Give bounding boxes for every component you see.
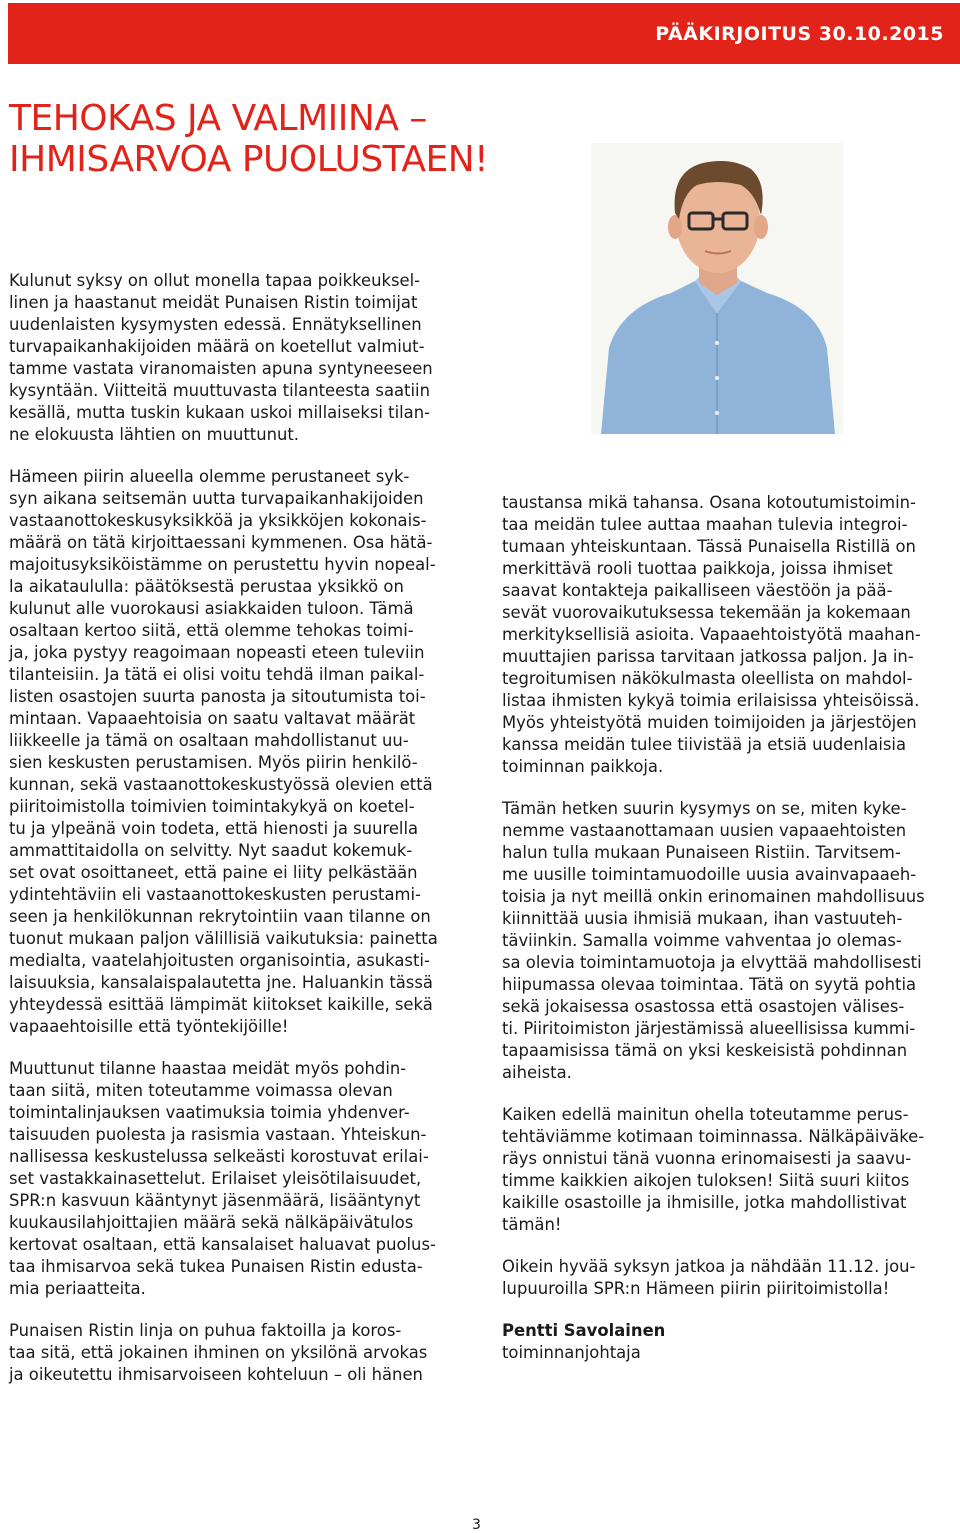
text-line: laisuuksia, kansalaispalautetta jne. Haluankin tässä <box>9 973 433 992</box>
text-line: kertovat osaltaan, että kansalaiset haluavat puolus- <box>9 1235 436 1254</box>
page-number: 3 <box>472 1517 481 1533</box>
section-label: PÄÄKIRJOITUS 30.10.2015 <box>655 23 944 45</box>
paragraph <box>9 1058 474 1300</box>
text-line: sekä jokaisessa osastossa että osastojen välises- <box>502 997 905 1016</box>
left-column <box>9 270 474 1406</box>
text-line: tu ja ylpeänä voin todeta, että hienosti ja suurella <box>9 819 419 838</box>
text-line: Muuttunut tilanne haastaa meidät myös pohdin- <box>9 1059 407 1078</box>
text-line: täviinkin. Samalla voimme vahventaa jo olemas- <box>502 931 902 950</box>
text-line: toiminnan paikkoja. <box>502 757 664 776</box>
header-banner <box>8 3 960 64</box>
text-line: ydintehtäviin eli vastaanottokeskusten perustami- <box>9 885 421 904</box>
text-line: timme kaikkien aikojen tuloksen! Siitä suuri kiitos <box>502 1171 910 1190</box>
text-line: määrä on tätä kirjoittaessani kymmenen. Osa hätä- <box>9 533 433 552</box>
text-line: ti. Piiritoimiston järjestämissä alueellisissa kummi- <box>502 1019 916 1038</box>
text-line: mintaan. Vapaaehtoisia on saatu valtavat määrät <box>9 709 416 728</box>
text-line: syn aikana seitsemän uutta turvapaikanhakijoiden <box>9 489 424 508</box>
text-line: toimintalinjauksen vaatimuksia toimia yhdenver- <box>9 1103 410 1122</box>
text-line: nallisessa keskustelussa selkeästi korostuvat erilai- <box>9 1147 429 1166</box>
text-line: kanssa meidän tulee tiivistää ja etsiä uudenlaisia <box>502 735 907 754</box>
text-line: kesällä, mutta tuskin kukaan uskoi millaiseksi tilan- <box>9 403 431 422</box>
text-line: kiinnittää uusia ihmisiä mukaan, ihan vastuuteh- <box>502 909 903 928</box>
paragraph <box>9 1320 474 1386</box>
text-line: Punaisen Ristin linja on puhua faktoilla ja koros- <box>9 1321 402 1340</box>
text-line: räys onnistui tänä vuonna erinomaisesti ja saavu- <box>502 1149 912 1168</box>
text-line: muuttajien parissa tarvitaan jatkossa paljon. Ja in- <box>502 647 914 666</box>
paragraph <box>9 466 474 1038</box>
text-line: Kulunut syksy on ollut monella tapaa poikkeuksel- <box>9 271 421 290</box>
text-line: merkittävä rooli tuottaa paikkoja, joissa ihmiset <box>502 559 893 578</box>
right-column <box>502 492 957 1384</box>
text-line: ja oikeutettu ihmisarvoiseen kohteluun – oli hänen <box>9 1365 423 1384</box>
text-line: halun tulla mukaan Punaiseen Ristiin. Tarvitsem- <box>502 843 901 862</box>
text-line: tämän! <box>502 1215 562 1234</box>
text-line: tapaamisissa tämä on yksi keskeisistä pohdinnan <box>502 1041 908 1060</box>
text-line: la aikataululla: päätöksestä perustaa yksikkö on <box>9 577 404 596</box>
text-line: liikkeelle ja tämä on osaltaan mahdollistanut uu- <box>9 731 409 750</box>
text-line: me uusille toimintamuodoille uusia avainvapaaeh- <box>502 865 917 884</box>
paragraph <box>502 1256 957 1300</box>
text-line: seen ja henkilökunnan rekrytointiin vaan tilanne on <box>9 907 431 926</box>
text-line: vapaaehtoisille että työntekijöille! <box>9 1017 289 1036</box>
text-line: saavat kontakteja paikalliseen väestöön ja pää- <box>502 581 893 600</box>
text-line: set vastakkainasettelut. Erilaiset yleisötilaisuudet, <box>9 1169 422 1188</box>
text-line: Tämän hetken suurin kysymys on se, miten kyke- <box>502 799 907 818</box>
text-line: aiheista. <box>502 1063 572 1082</box>
text-line: tuonut mukaan paljon välillisiä vaikutuksia: painetta <box>9 929 438 948</box>
paragraph <box>9 270 474 446</box>
text-line: ja, joka pystyy reagoimaan nopeasti eteen tuleviin <box>9 643 425 662</box>
text-line: kulunut alle vuorokausi asiakkaiden tuloon. Tämä <box>9 599 414 618</box>
signature-name: Pentti Savolainen <box>502 1321 666 1340</box>
text-line: listaa ihmisten kykyä toimia erilaisissa yhteisöissä. <box>502 691 920 710</box>
text-line: set ovat osoittaneet, että paine ei liity pelkästään <box>9 863 418 882</box>
text-line: tegroitumisen näkökulmasta oleellista on mahdol- <box>502 669 913 688</box>
text-line: ammattitaidolla on selvitty. Nyt saadut kokemuk- <box>9 841 413 860</box>
text-line: taisuuden puolesta ja rasismia vastaan. Yhteiskun- <box>9 1125 427 1144</box>
text-line: nemme vastaanottamaan uusien vapaaehtoisten <box>502 821 907 840</box>
signature <box>502 1320 957 1364</box>
text-line: Myös yhteistyötä muiden toimijoiden ja järjestöjen <box>502 713 917 732</box>
text-line: mia periaatteita. <box>9 1279 146 1298</box>
text-line: taa ihmisarvoa sekä tukea Punaisen Ristin edusta- <box>9 1257 423 1276</box>
text-line: linen ja haastanut meidät Punaisen Ristin toimijat <box>9 293 418 312</box>
text-line: vastaanottokeskusyksikköä ja yksikköjen kokonais- <box>9 511 427 530</box>
headline-line: IHMISARVOA PUOLUSTAEN! <box>9 139 489 180</box>
text-line: turvapaikanhakijoiden määrä on koetellut valmiut- <box>9 337 425 356</box>
text-line: tilanteisiin. Ja tätä ei olisi voitu tehdä ilman paikal- <box>9 665 425 684</box>
text-line: Hämeen piirin alueella olemme perustaneet syk- <box>9 467 410 486</box>
text-line: taa sitä, että jokainen ihminen on yksilönä arvokas <box>9 1343 428 1362</box>
text-line: merkityksellisiä asioita. Vapaaehtoistyötä maahan- <box>502 625 921 644</box>
text-line: listen osastojen suurta panosta ja sitoutumista toi- <box>9 687 426 706</box>
text-line: toisia ja nyt meillä onkin erinomainen mahdollisuus <box>502 887 925 906</box>
text-line: kysyntään. Viitteitä muuttuvasta tilanteesta saatiin <box>9 381 430 400</box>
text-line: lupuuroilla SPR:n Hämeen piirin piiritoimistolla! <box>502 1279 890 1298</box>
text-line: piiritoimistolla toimivien toimintakykyä on koetel- <box>9 797 415 816</box>
headline <box>9 98 569 180</box>
paragraph <box>502 1104 957 1236</box>
headline-line: TEHOKAS JA VALMIINA – <box>9 98 427 139</box>
text-line: taan siitä, miten toteutamme voimassa olevan <box>9 1081 393 1100</box>
paragraph <box>502 492 957 778</box>
text-line: uudenlaisten kysymysten edessä. Ennätyksellinen <box>9 315 422 334</box>
text-line: osaltaan kertoo siitä, että olemme tehokas toimi- <box>9 621 414 640</box>
text-line: kunnan, sekä vastaanottokeskustyössä olevien että <box>9 775 433 794</box>
text-line: Kaiken edellä mainitun ohella toteutamme perus- <box>502 1105 909 1124</box>
signature-title: toiminnanjohtaja <box>502 1343 641 1362</box>
text-line: Oikein hyvää syksyn jatkoa ja nähdään 11.12. jou- <box>502 1257 916 1276</box>
text-line: yhteydessä esittää lämpimät kiitokset kaikille, sekä <box>9 995 433 1014</box>
text-line: SPR:n kasvuun kääntynyt jäsenmäärä, lisääntynyt <box>9 1191 421 1210</box>
text-line: tehtäviämme kotimaan toiminnassa. Nälkäpäiväke- <box>502 1127 925 1146</box>
text-line: kaikille osastoille ja ihmisille, jotka mahdollistivat <box>502 1193 907 1212</box>
text-line: tamme vastata viranomaisten apuna syntyneeseen <box>9 359 433 378</box>
text-line: majoitusyksiköistämme on perustettu hyvin nopeal- <box>9 555 436 574</box>
text-line: sevät vuorovaikutuksessa tekemään ja kokemaan <box>502 603 911 622</box>
text-line: taa meidän tulee auttaa maahan tulevia integroi- <box>502 515 908 534</box>
text-line: sien keskusten perustamisen. Myös piirin henkilö- <box>9 753 418 772</box>
paragraph <box>502 798 957 1084</box>
text-line: taustansa mikä tahansa. Osana kotoutumistoimin- <box>502 493 916 512</box>
text-line: ne elokuusta lähtien on muuttunut. <box>9 425 300 444</box>
author-photo <box>591 143 843 434</box>
text-line: medialta, vaatelahjoitusten organisointia, asukasti- <box>9 951 430 970</box>
text-line: sa olevia toimintamuotoja ja elvyttää mahdollisesti <box>502 953 922 972</box>
text-line: kuukausilahjoittajien määrä sekä nälkäpäivätulos <box>9 1213 414 1232</box>
text-line: tumaan yhteiskuntaan. Tässä Punaisella Ristillä on <box>502 537 916 556</box>
text-line: hiipumassa olevaa toimintaa. Tätä on syytä pohtia <box>502 975 917 994</box>
